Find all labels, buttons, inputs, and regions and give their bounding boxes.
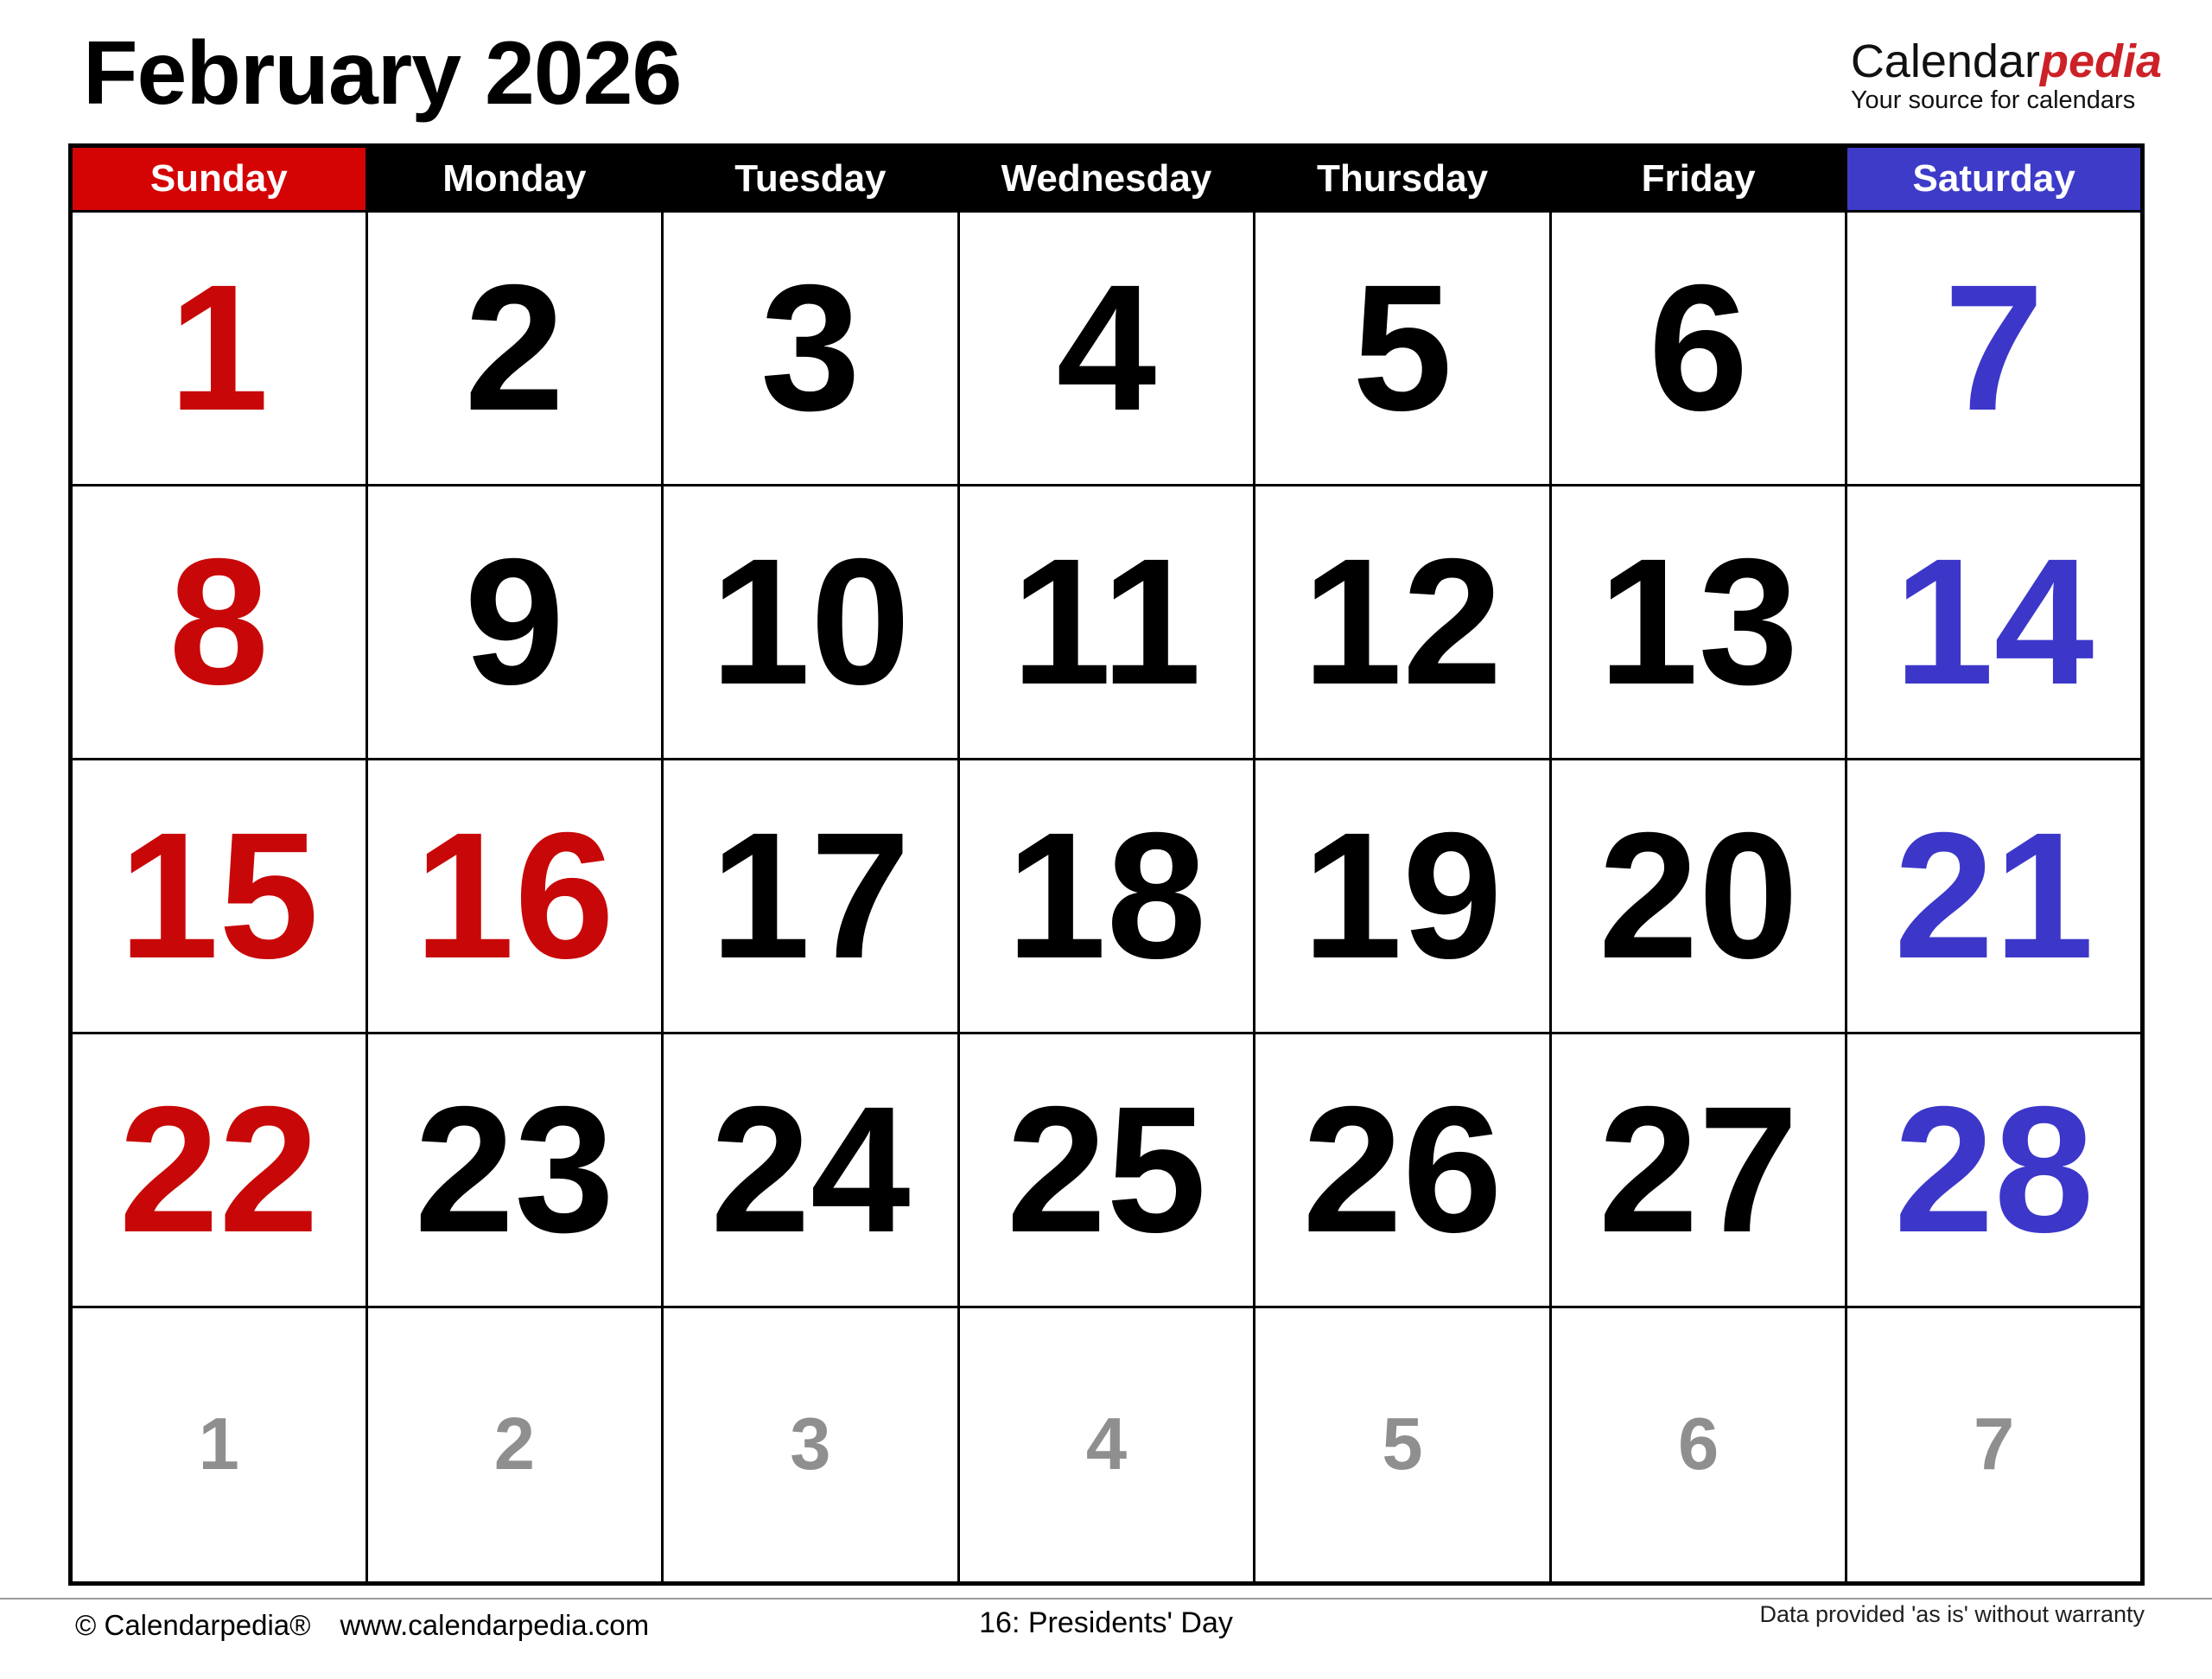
date-cell-feb-21: 21: [1847, 760, 2143, 1033]
website-text: www.calendarpedia.com: [340, 1609, 650, 1641]
date-cell-feb-1: 1: [71, 212, 367, 486]
calendarpedia-logo: [1850, 35, 2162, 114]
date-cell-feb-26: 26: [1255, 1033, 1551, 1307]
weekday-header-friday: Friday: [1550, 146, 1847, 212]
date-cell-feb-28: 28: [1847, 1033, 2143, 1307]
date-cell-feb-15: 15: [71, 760, 367, 1033]
weekday-header-monday: Monday: [366, 146, 663, 212]
date-cell-feb-22: 22: [71, 1033, 367, 1307]
date-cell-feb-7: 7: [1847, 212, 2143, 486]
date-cell-feb-2: 2: [366, 212, 663, 486]
logo-wordmark-red: pedia: [2039, 35, 2162, 87]
date-cell-feb-5: 5: [1255, 212, 1551, 486]
logo-wordmark-black: Calendar: [1850, 35, 2040, 87]
date-cell-feb-14: 14: [1847, 486, 2143, 760]
date-cell-feb-3: 3: [663, 212, 959, 486]
date-cell-feb-20: 20: [1550, 760, 1847, 1033]
week-row-5-next-month: [71, 1307, 2143, 1584]
date-cell-mar-5: 5: [1255, 1307, 1551, 1584]
date-cell-feb-12: 12: [1255, 486, 1551, 760]
copyright-text: © Calendarpedia®: [75, 1609, 311, 1641]
footer-disclaimer: Data provided 'as is' without warranty: [1759, 1601, 2145, 1627]
date-cell-mar-3: 3: [663, 1307, 959, 1584]
date-cell-mar-6: 6: [1550, 1307, 1847, 1584]
date-cell-feb-11: 11: [958, 486, 1255, 760]
date-cell-feb-19: 19: [1255, 760, 1551, 1033]
footer-holiday-note: 16: Presidents' Day: [979, 1606, 1233, 1639]
date-cell-feb-6: 6: [1550, 212, 1847, 486]
weekday-header-row: [71, 146, 2143, 212]
date-cell-feb-10: 10: [663, 486, 959, 760]
date-cell-mar-7: 7: [1847, 1307, 2143, 1584]
date-cell-feb-23: 23: [366, 1033, 663, 1307]
date-cell-feb-18: 18: [958, 760, 1255, 1033]
weekday-header-saturday: Saturday: [1847, 146, 2143, 212]
date-cell-feb-4: 4: [958, 212, 1255, 486]
footer-divider: [0, 1598, 2212, 1600]
date-cell-feb-9: 9: [366, 486, 663, 760]
page-title: February 2026: [83, 23, 682, 124]
weekday-header-sunday: Sunday: [71, 146, 367, 212]
date-cell-feb-24: 24: [663, 1033, 959, 1307]
date-cell-feb-16-presidents-day: 16: [366, 760, 663, 1033]
date-cell-feb-13: 13: [1550, 486, 1847, 760]
logo-tagline: Your source for calendars: [1850, 86, 2136, 114]
date-cell-feb-17: 17: [663, 760, 959, 1033]
date-cell-mar-1: 1: [71, 1307, 367, 1584]
week-row-3: [71, 760, 2143, 1033]
calendar-grid: [68, 143, 2145, 1586]
weekday-header-thursday: Thursday: [1255, 146, 1551, 212]
logo-wordmark: [1850, 35, 2162, 87]
week-row-1: [71, 212, 2143, 486]
date-cell-mar-2: 2: [366, 1307, 663, 1584]
date-cell-feb-25: 25: [958, 1033, 1255, 1307]
date-cell-feb-8: 8: [71, 486, 367, 760]
week-row-2: [71, 486, 2143, 760]
weekday-header-wednesday: Wednesday: [958, 146, 1255, 212]
weekday-header-tuesday: Tuesday: [663, 146, 959, 212]
week-row-4: [71, 1033, 2143, 1307]
date-cell-feb-27: 27: [1550, 1033, 1847, 1307]
date-cell-mar-4: 4: [958, 1307, 1255, 1584]
